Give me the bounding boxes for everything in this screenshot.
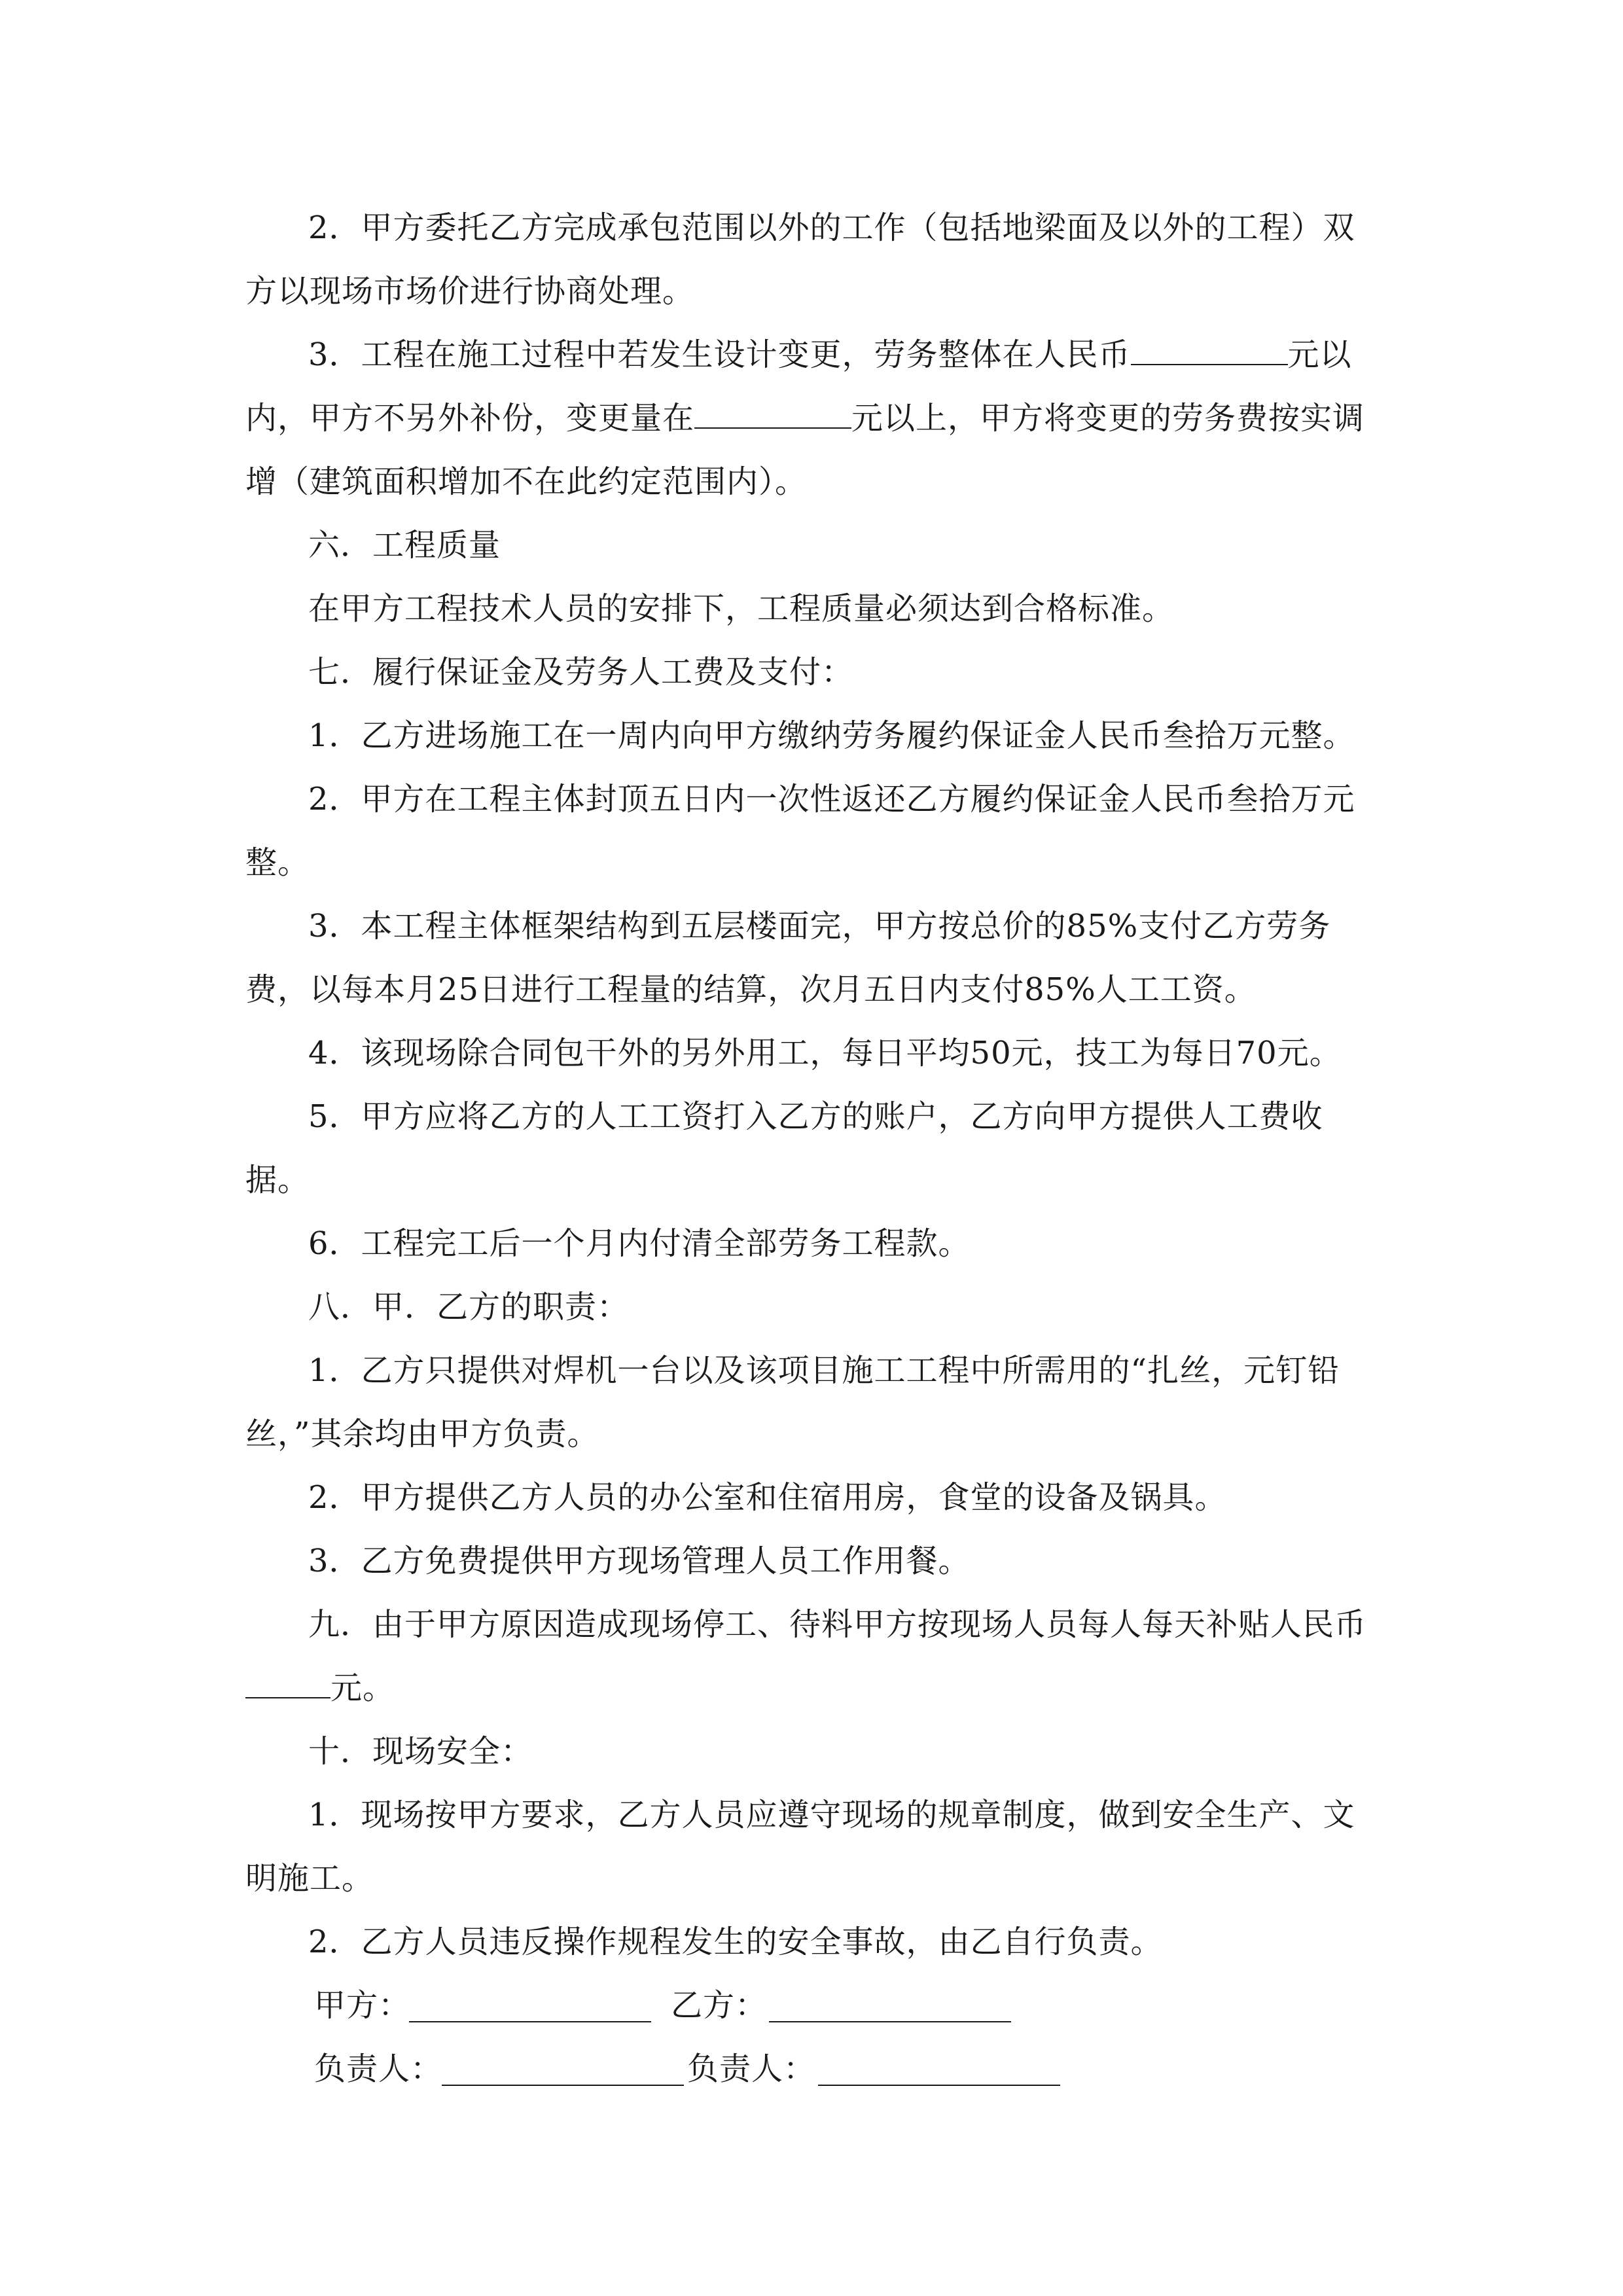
clause-2-extra-work: 2．甲方委托乙方完成承包范围以外的工作（包括地梁面及以外的工程）双方以现场市场价进行协商处理。 <box>245 209 1355 310</box>
section-7-item-4: 4．该现场除合同包干外的另外用工，每日平均50元，技工为每日70元。 <box>308 1035 1342 1071</box>
party-a-blank <box>409 2021 651 2022</box>
section-6-heading: 六．工程质量 <box>308 527 501 564</box>
clause-3-text-c: 元以上，甲方将变更的劳务费按实调增（建筑面积增加不在此约定范围内）。 <box>245 400 1365 500</box>
clause-3-text-b: 元以内，甲方不另外补份，变更量在 <box>245 336 1352 437</box>
section-9-text-a: 九．由于甲方原因造成现场停工、待料甲方按现场人员每人每天补贴人民币 <box>308 1606 1367 1643</box>
section-8-item-3: 3．乙方免费提供甲方现场管理人员工作用餐。 <box>308 1543 971 1579</box>
party-b-blank <box>769 2021 1011 2022</box>
section-10-item-1: 1．现场按甲方要求，乙方人员应遵守现场的规章制度，做到安全生产、文明施工。 <box>245 1797 1355 1897</box>
person-b-label: 负责人： <box>687 2051 816 2087</box>
subsidy-blank <box>245 1671 330 1698</box>
section-7-item-5: 5．甲方应将乙方的人工工资打入乙方的账户，乙方向甲方提供人工费收据。 <box>245 1098 1323 1198</box>
signature-row-persons <box>245 2037 1384 2101</box>
section-8-heading: 八．甲．乙方的职责： <box>308 1289 630 1325</box>
section-7-item-6: 6．工程完工后一个月内付清全部劳务工程款。 <box>308 1225 971 1262</box>
amount-blank-2 <box>694 401 851 429</box>
section-8-item-2: 2．甲方提供乙方人员的办公室和住宿用房，食堂的设备及锅具。 <box>308 1479 1227 1516</box>
clause-3-text-a: 3．工程在施工过程中若发生设计变更，劳务整体在人民币 <box>308 336 1131 373</box>
section-8-item-1: 1．乙方只提供对焊机一台以及该项目施工工程中所需用的“扎丝，元钉铅丝，”其余均由甲方负责。 <box>245 1352 1340 1452</box>
section-7-item-3: 3．本工程主体框架结构到五层楼面完，甲方按总价的85%支付乙方劳务费，以每本月25日进行工程量的结算，次月五日内支付85%人工工资。 <box>245 908 1331 1008</box>
section-9-text <box>245 1593 1384 1720</box>
section-7-heading: 七．履行保证金及劳务人工费及支付： <box>308 654 854 691</box>
person-b-blank <box>818 2085 1060 2086</box>
section-10-heading: 十．现场安全： <box>308 1733 533 1770</box>
amount-blank-1 <box>1131 338 1288 365</box>
section-6-text: 在甲方工程技术人员的安排下，工程质量必须达到合格标准。 <box>308 590 1175 627</box>
signature-row-parties <box>245 1974 1384 2037</box>
section-10-item-2: 2．乙方人员违反操作规程发生的安全事故，由乙自行负责。 <box>308 1924 1163 1960</box>
party-b-label: 乙方： <box>671 1987 768 2024</box>
contract-body <box>245 196 1384 2101</box>
section-9-text-b: 元。 <box>330 1670 395 1706</box>
section-7-item-1: 1．乙方进场施工在一周内向甲方缴纳劳务履约保证金人民币叁拾万元整。 <box>308 717 1355 754</box>
clause-3-design-change <box>245 323 1384 514</box>
party-a-label: 甲方： <box>314 1987 411 2024</box>
person-a-blank <box>442 2085 684 2086</box>
section-7-item-2: 2．甲方在工程主体封顶五日内一次性返还乙方履约保证金人民币叁拾万元整。 <box>245 781 1355 881</box>
person-a-label: 负责人： <box>314 2051 443 2087</box>
